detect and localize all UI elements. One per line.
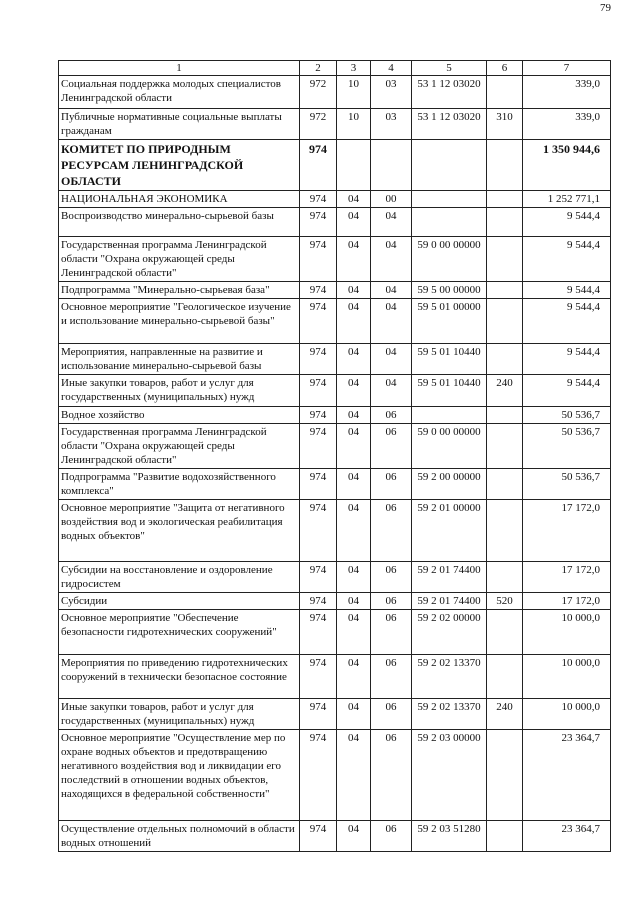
row-name: Иные закупки товаров, работ и услуг для государственных (муниципальных) нужд <box>59 375 300 407</box>
subsection-code: 06 <box>371 407 412 424</box>
table-row <box>59 76 611 109</box>
grbs-code: 974 <box>300 562 337 593</box>
row-name: Воспроизводство минерально-сырьевой базы <box>59 208 300 237</box>
grbs-code: 974 <box>300 237 337 282</box>
row-name: Основное мероприятие "Обеспечение безопасности гидротехнических сооружений" <box>59 610 300 655</box>
target-article-code: 59 0 00 00000 <box>412 237 487 282</box>
subsection-code: 04 <box>371 282 412 299</box>
subsection-code: 06 <box>371 500 412 562</box>
table-row <box>59 562 611 593</box>
row-name: Социальная поддержка молодых специалистов Ленинградской области <box>59 76 300 109</box>
expense-type-code: 310 <box>487 109 523 140</box>
section-code: 04 <box>337 593 371 610</box>
subsection-code: 04 <box>371 344 412 375</box>
table-row <box>59 282 611 299</box>
target-article-code: 59 5 00 00000 <box>412 282 487 299</box>
subsection-code: 06 <box>371 655 412 699</box>
section-code: 04 <box>337 282 371 299</box>
grbs-code: 974 <box>300 699 337 730</box>
table-row <box>59 821 611 852</box>
target-article-code: 59 2 02 13370 <box>412 655 487 699</box>
expense-type-code <box>487 299 523 344</box>
subsection-code: 03 <box>371 109 412 140</box>
target-article-code: 59 2 02 00000 <box>412 610 487 655</box>
section-code: 04 <box>337 424 371 469</box>
row-name: Основное мероприятие "Геологическое изучение и использование минерально-сырьевой базы" <box>59 299 300 344</box>
target-article-code <box>412 191 487 208</box>
row-name: Публичные нормативные социальные выплаты гражданам <box>59 109 300 140</box>
row-name: Государственная программа Ленинградской области "Охрана окружающей среды Ленинградской области" <box>59 237 300 282</box>
amount: 10 000,0 <box>523 699 611 730</box>
row-name: Субсидии <box>59 593 300 610</box>
amount: 9 544,4 <box>523 299 611 344</box>
section-code: 04 <box>337 500 371 562</box>
subsection-code: 04 <box>371 208 412 237</box>
grbs-code: 974 <box>300 424 337 469</box>
table-row <box>59 610 611 655</box>
section-code: 04 <box>337 375 371 407</box>
target-article-code: 59 2 01 74400 <box>412 562 487 593</box>
table-row <box>59 237 611 282</box>
amount: 9 544,4 <box>523 237 611 282</box>
section-code: 10 <box>337 109 371 140</box>
table-row <box>59 500 611 562</box>
expense-type-code <box>487 610 523 655</box>
section-code: 04 <box>337 610 371 655</box>
amount: 9 544,4 <box>523 375 611 407</box>
target-article-code: 59 2 01 74400 <box>412 593 487 610</box>
grbs-code: 974 <box>300 610 337 655</box>
amount: 9 544,4 <box>523 282 611 299</box>
section-code <box>337 140 371 191</box>
subsection-code: 00 <box>371 191 412 208</box>
expense-type-code: 240 <box>487 699 523 730</box>
grbs-code: 974 <box>300 655 337 699</box>
grbs-code: 974 <box>300 299 337 344</box>
expense-type-code <box>487 208 523 237</box>
subsection-code <box>371 140 412 191</box>
budget-table <box>58 60 611 852</box>
grbs-code: 974 <box>300 730 337 821</box>
target-article-code: 59 2 02 13370 <box>412 699 487 730</box>
row-name: Подпрограмма "Минерально-сырьевая база" <box>59 282 300 299</box>
amount: 17 172,0 <box>523 593 611 610</box>
header-cell: 4 <box>371 61 412 76</box>
grbs-code: 972 <box>300 109 337 140</box>
expense-type-code: 520 <box>487 593 523 610</box>
section-code: 04 <box>337 821 371 852</box>
target-article-code <box>412 208 487 237</box>
table-row <box>59 191 611 208</box>
grbs-code: 974 <box>300 593 337 610</box>
amount: 339,0 <box>523 76 611 109</box>
section-code: 04 <box>337 208 371 237</box>
target-article-code: 59 2 03 51280 <box>412 821 487 852</box>
header-cell: 6 <box>487 61 523 76</box>
subsection-code: 06 <box>371 562 412 593</box>
row-name: Подпрограмма "Развитие водохозяйственного комплекса" <box>59 469 300 500</box>
expense-type-code <box>487 730 523 821</box>
section-code: 04 <box>337 407 371 424</box>
amount: 50 536,7 <box>523 424 611 469</box>
table-row <box>59 593 611 610</box>
subsection-code: 03 <box>371 76 412 109</box>
header-cell: 3 <box>337 61 371 76</box>
subsection-code: 06 <box>371 424 412 469</box>
subsection-code: 06 <box>371 699 412 730</box>
section-code: 04 <box>337 562 371 593</box>
amount: 9 544,4 <box>523 344 611 375</box>
table-row <box>59 699 611 730</box>
target-article-code <box>412 407 487 424</box>
row-name: Иные закупки товаров, работ и услуг для государственных (муниципальных) нужд <box>59 699 300 730</box>
subsection-code: 04 <box>371 237 412 282</box>
amount: 17 172,0 <box>523 500 611 562</box>
table-row <box>59 469 611 500</box>
amount: 1 350 944,6 <box>523 140 611 191</box>
amount: 17 172,0 <box>523 562 611 593</box>
row-name: Государственная программа Ленинградской области "Охрана окружающей среды Ленинградской области" <box>59 424 300 469</box>
table-row <box>59 730 611 821</box>
grbs-code: 974 <box>300 140 337 191</box>
grbs-code: 974 <box>300 208 337 237</box>
table-row <box>59 208 611 237</box>
amount: 50 536,7 <box>523 469 611 500</box>
header-cell: 7 <box>523 61 611 76</box>
row-name: КОМИТЕТ ПО ПРИРОДНЫМ РЕСУРСАМ ЛЕНИНГРАДСКОЙ ОБЛАСТИ <box>59 140 300 191</box>
section-code: 04 <box>337 299 371 344</box>
target-article-code: 59 2 01 00000 <box>412 500 487 562</box>
grbs-code: 974 <box>300 821 337 852</box>
expense-type-code <box>487 407 523 424</box>
expense-type-code: 240 <box>487 375 523 407</box>
page-number: 79 <box>600 2 611 14</box>
expense-type-code <box>487 237 523 282</box>
section-code: 04 <box>337 469 371 500</box>
expense-type-code <box>487 344 523 375</box>
grbs-code: 974 <box>300 469 337 500</box>
amount: 1 252 771,1 <box>523 191 611 208</box>
table-row <box>59 407 611 424</box>
header-cell: 2 <box>300 61 337 76</box>
grbs-code: 974 <box>300 407 337 424</box>
target-article-code: 59 2 03 00000 <box>412 730 487 821</box>
expense-type-code <box>487 140 523 191</box>
amount: 10 000,0 <box>523 610 611 655</box>
expense-type-code <box>487 562 523 593</box>
table-header-row <box>59 61 611 76</box>
amount: 23 364,7 <box>523 730 611 821</box>
row-name: Основное мероприятие "Защита от негативного воздействия вод и экологическая реабилитация водных объектов" <box>59 500 300 562</box>
grbs-code: 974 <box>300 500 337 562</box>
section-code: 10 <box>337 76 371 109</box>
table-row <box>59 109 611 140</box>
grbs-code: 972 <box>300 76 337 109</box>
row-name: Основное мероприятие "Осуществление мер по охране водных объектов и предотвращению негативного воздействия вод и ликвидации его последствий в отношении водных объектов, находящихся в федеральной собственности" <box>59 730 300 821</box>
expense-type-code <box>487 500 523 562</box>
table-row <box>59 299 611 344</box>
row-name: Водное хозяйство <box>59 407 300 424</box>
grbs-code: 974 <box>300 282 337 299</box>
amount: 10 000,0 <box>523 655 611 699</box>
target-article-code: 59 2 00 00000 <box>412 469 487 500</box>
row-name: НАЦИОНАЛЬНАЯ ЭКОНОМИКА <box>59 191 300 208</box>
section-code: 04 <box>337 237 371 282</box>
expense-type-code <box>487 282 523 299</box>
section-code: 04 <box>337 730 371 821</box>
subsection-code: 04 <box>371 299 412 344</box>
amount: 23 364,7 <box>523 821 611 852</box>
row-name: Мероприятия по приведению гидротехнических сооружений в технически безопасное состояние <box>59 655 300 699</box>
subsection-code: 06 <box>371 821 412 852</box>
row-name: Мероприятия, направленные на развитие и использование минерально-сырьевой базы <box>59 344 300 375</box>
grbs-code: 974 <box>300 375 337 407</box>
amount: 50 536,7 <box>523 407 611 424</box>
expense-type-code <box>487 424 523 469</box>
section-code: 04 <box>337 699 371 730</box>
table-row <box>59 344 611 375</box>
target-article-code: 59 0 00 00000 <box>412 424 487 469</box>
target-article-code: 59 5 01 10440 <box>412 375 487 407</box>
table-row <box>59 375 611 407</box>
header-cell: 5 <box>412 61 487 76</box>
grbs-code: 974 <box>300 191 337 208</box>
section-code: 04 <box>337 191 371 208</box>
header-cell: 1 <box>59 61 300 76</box>
subsection-code: 04 <box>371 375 412 407</box>
target-article-code: 53 1 12 03020 <box>412 109 487 140</box>
section-code: 04 <box>337 655 371 699</box>
target-article-code: 59 5 01 00000 <box>412 299 487 344</box>
row-name: Субсидии на восстановление и оздоровление гидросистем <box>59 562 300 593</box>
table-row <box>59 424 611 469</box>
amount: 339,0 <box>523 109 611 140</box>
expense-type-code <box>487 469 523 500</box>
subsection-code: 06 <box>371 610 412 655</box>
expense-type-code <box>487 655 523 699</box>
table-row <box>59 655 611 699</box>
target-article-code <box>412 140 487 191</box>
target-article-code: 59 5 01 10440 <box>412 344 487 375</box>
expense-type-code <box>487 821 523 852</box>
subsection-code: 06 <box>371 593 412 610</box>
expense-type-code <box>487 76 523 109</box>
section-code: 04 <box>337 344 371 375</box>
table-row <box>59 140 611 191</box>
expense-type-code <box>487 191 523 208</box>
row-name: Осуществление отдельных полномочий в области водных отношений <box>59 821 300 852</box>
subsection-code: 06 <box>371 469 412 500</box>
target-article-code: 53 1 12 03020 <box>412 76 487 109</box>
amount: 9 544,4 <box>523 208 611 237</box>
grbs-code: 974 <box>300 344 337 375</box>
subsection-code: 06 <box>371 730 412 821</box>
